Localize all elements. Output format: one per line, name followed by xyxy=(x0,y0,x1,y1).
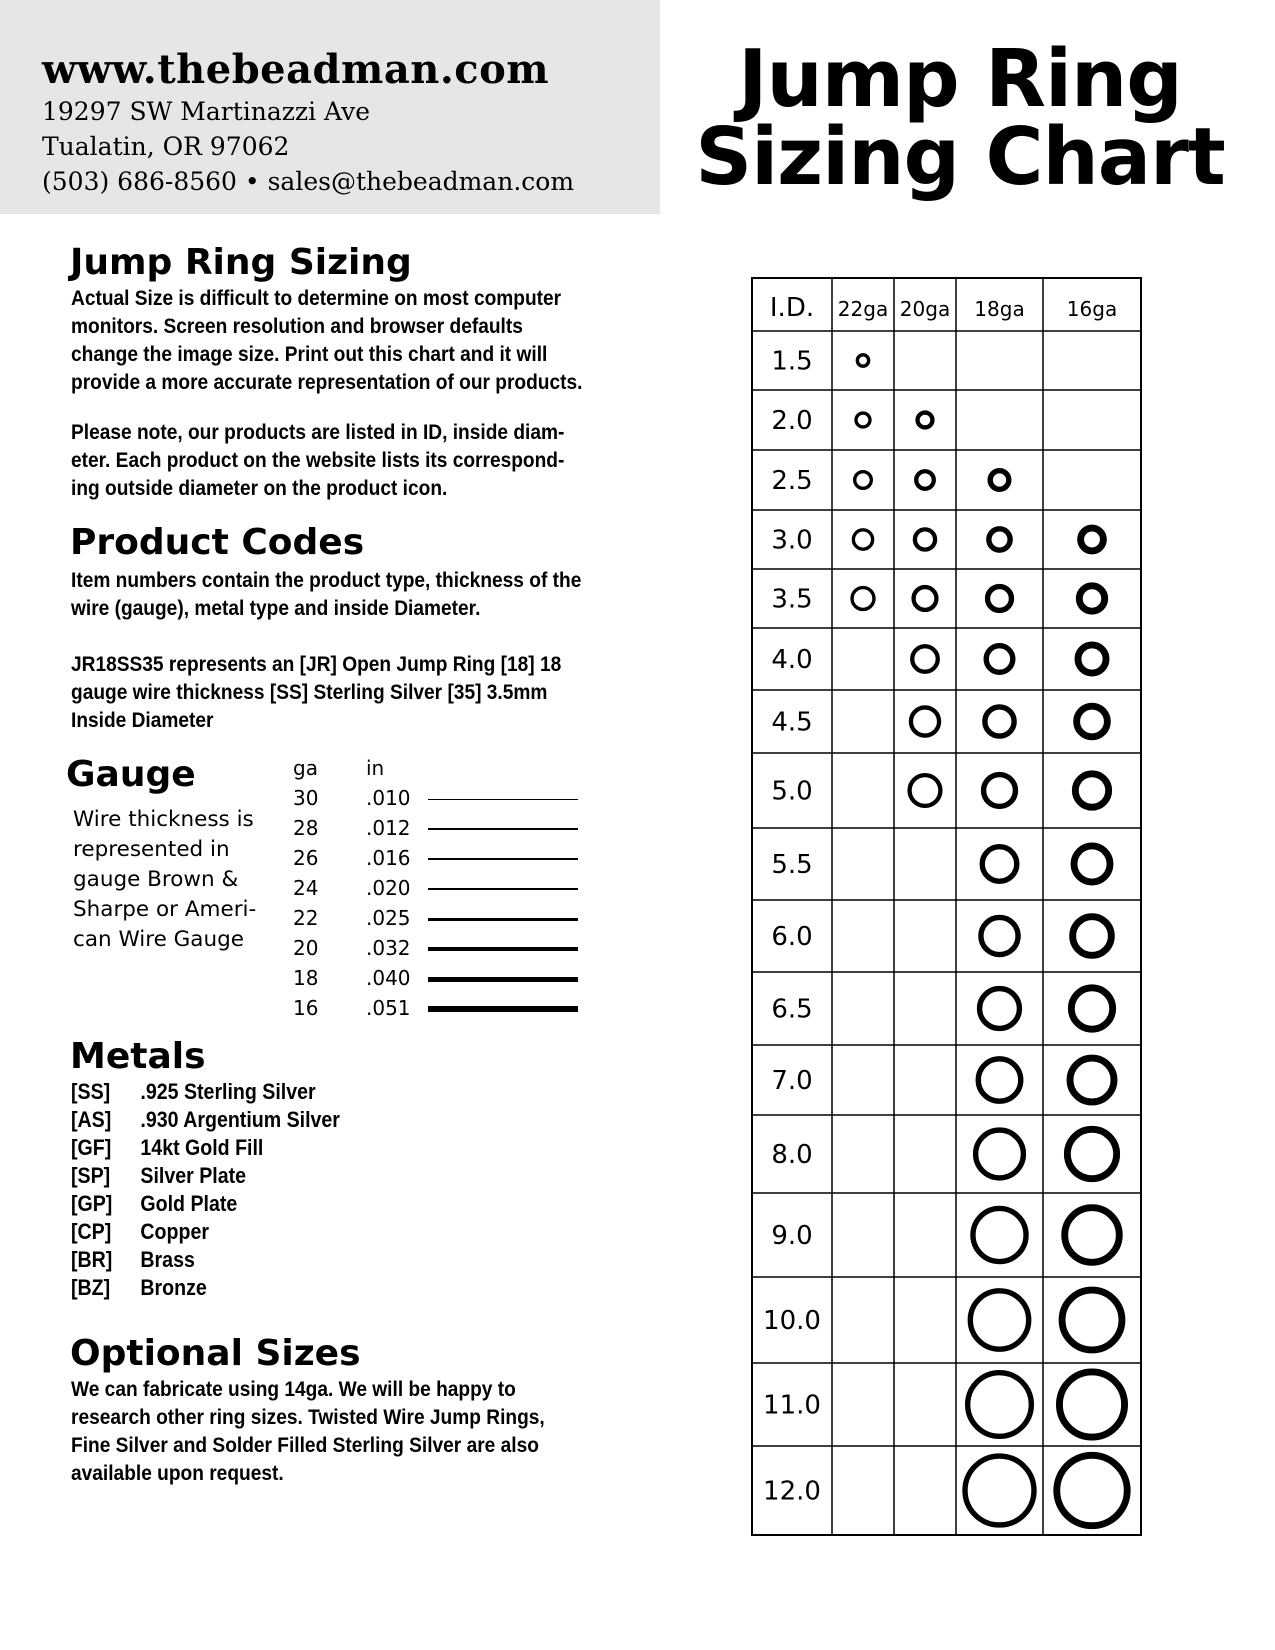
metal-name: .930 Argentium Silver xyxy=(140,1107,340,1132)
chart-header-22ga: 22ga xyxy=(837,297,889,321)
chart-id-label: 7.0 xyxy=(771,1066,813,1096)
inch-value: .010 xyxy=(366,786,411,810)
contact-line: (503) 686-8560 • sales@thebeadman.com xyxy=(42,167,575,196)
jump-ring-18ga xyxy=(978,1059,1020,1101)
jump-ring-20ga xyxy=(912,646,938,672)
jump-ring-18ga xyxy=(985,707,1014,736)
gauge-value: 30 xyxy=(293,786,319,810)
text-line: provide a more accurate representation of our products. xyxy=(71,370,583,394)
text-line: Please note, our products are listed in ID, inside diam- xyxy=(71,420,565,444)
jump-ring-22ga xyxy=(856,413,870,427)
gauge-col-ga-header: ga xyxy=(293,756,318,780)
metal-name: Bronze xyxy=(140,1275,207,1300)
text-line: research other ring sizes. Twisted Wire Jump Rings, xyxy=(71,1405,545,1429)
chart-id-label: 3.0 xyxy=(771,525,813,556)
metal-code: [CP] xyxy=(71,1219,112,1244)
metal-code: [GP] xyxy=(71,1191,113,1216)
jump-ring-18ga xyxy=(973,1208,1026,1261)
gauge-value: 16 xyxy=(293,996,319,1020)
text-line: gauge wire thickness [SS] Sterling Silver [35] 3.5mm xyxy=(71,680,548,704)
text-line: can Wire Gauge xyxy=(73,927,244,952)
website-link[interactable]: www.thebeadman.com xyxy=(42,46,550,93)
address-line-1: 19297 SW Martinazzi Ave xyxy=(42,97,370,126)
jump-ring-16ga xyxy=(1077,706,1108,737)
text-line: gauge Brown & xyxy=(73,867,239,892)
jump-ring-16ga xyxy=(1078,645,1106,673)
text-line: Actual Size is difficult to determine on most computer xyxy=(71,286,562,310)
jump-ring-16ga xyxy=(1062,1290,1122,1350)
chart-id-label: 1.5 xyxy=(771,346,813,377)
jump-ring-18ga xyxy=(970,1291,1028,1349)
gauge-value: 24 xyxy=(293,876,319,900)
metal-code: [SP] xyxy=(71,1163,111,1188)
text-line: ing outside diameter on the product icon. xyxy=(71,476,448,500)
jump-ring-18ga xyxy=(990,471,1009,490)
chart-id-label: 3.5 xyxy=(771,584,813,615)
jump-ring-16ga xyxy=(1079,586,1104,611)
chart-header-20ga: 20ga xyxy=(899,297,951,321)
chart-id-label: 5.0 xyxy=(771,776,813,807)
sizing-heading: Jump Ring Sizing xyxy=(70,242,412,283)
jump-ring-22ga xyxy=(857,355,868,366)
jump-ring-16ga xyxy=(1071,988,1112,1029)
jump-ring-16ga xyxy=(1065,1208,1120,1263)
jump-ring-20ga xyxy=(914,587,937,610)
address-line-2: Tualatin, OR 97062 xyxy=(42,132,290,161)
text-line: JR18SS35 represents an [JR] Open Jump Ring [18] 18 xyxy=(71,652,562,676)
text-line: change the image size. Print out this chart and it will xyxy=(71,342,548,366)
gauge-value: 20 xyxy=(293,936,319,960)
chart-id-label: 2.0 xyxy=(771,406,813,436)
jump-ring-18ga xyxy=(989,529,1010,550)
optional-sizes-heading: Optional Sizes xyxy=(70,1333,361,1374)
jump-ring-16ga xyxy=(1074,846,1110,882)
jump-ring-18ga xyxy=(980,989,1020,1029)
jump-ring-20ga xyxy=(918,413,933,428)
chart-id-label: 6.5 xyxy=(771,994,813,1025)
jump-ring-20ga xyxy=(915,529,935,549)
chart-id-label: 4.0 xyxy=(771,645,813,675)
jump-ring-18ga xyxy=(976,1130,1024,1178)
metal-name: Gold Plate xyxy=(140,1191,238,1216)
chart-header-16ga: 16ga xyxy=(1066,297,1118,321)
text-line: represented in xyxy=(73,837,230,862)
text-line: Item numbers contain the product type, thickness of the xyxy=(71,568,582,592)
chart-id-label: 9.0 xyxy=(771,1221,813,1251)
jump-ring-16ga xyxy=(1073,917,1112,956)
page-title-line-1: Jump Ring xyxy=(738,33,1182,125)
metals-heading: Metals xyxy=(70,1036,206,1077)
text-line: wire (gauge), metal type and inside Diameter. xyxy=(71,596,481,620)
chart-id-label: 6.0 xyxy=(771,922,813,952)
metal-code: [GF] xyxy=(71,1135,112,1160)
jump-ring-16ga xyxy=(1057,1455,1127,1525)
chart-id-label: 4.5 xyxy=(771,707,813,738)
jump-ring-22ga xyxy=(852,588,874,610)
jump-ring-20ga xyxy=(911,707,939,735)
metal-code: [BR] xyxy=(71,1247,113,1272)
text-line: We can fabricate using 14ga. We will be happy to xyxy=(71,1377,516,1401)
jump-ring-18ga xyxy=(988,587,1012,611)
metal-name: Copper xyxy=(140,1219,209,1244)
gauge-value: 18 xyxy=(293,966,319,990)
jump-ring-22ga xyxy=(853,530,872,549)
jump-ring-20ga xyxy=(916,471,934,489)
chart-header-id: I.D. xyxy=(769,293,815,323)
metal-name: Brass xyxy=(140,1247,195,1272)
chart-id-label: 10.0 xyxy=(763,1306,821,1336)
jump-ring-18ga xyxy=(982,847,1017,882)
metal-code: [SS] xyxy=(71,1079,111,1104)
jump-ring-16ga xyxy=(1075,774,1108,807)
gauge-value: 26 xyxy=(293,846,319,870)
product-codes-heading: Product Codes xyxy=(70,522,365,563)
metal-code: [AS] xyxy=(71,1107,112,1132)
jump-ring-18ga xyxy=(965,1456,1034,1525)
text-line: available upon request. xyxy=(71,1461,284,1485)
jump-ring-16ga xyxy=(1081,528,1104,551)
jump-ring-20ga xyxy=(910,775,941,806)
inch-value: .020 xyxy=(366,876,411,900)
metal-code: [BZ] xyxy=(71,1275,111,1300)
metal-name: .925 Sterling Silver xyxy=(140,1079,316,1104)
gauge-col-in-header: in xyxy=(366,756,385,780)
text-line: eter. Each product on the website lists its correspond- xyxy=(71,448,565,472)
jump-ring-16ga xyxy=(1070,1058,1114,1102)
text-line: Fine Silver and Solder Filled Sterling Silver are also xyxy=(71,1433,539,1457)
chart-id-label: 5.5 xyxy=(771,850,813,880)
jump-ring-18ga xyxy=(984,775,1016,807)
chart-id-label: 12.0 xyxy=(763,1476,821,1507)
jump-ring-18ga xyxy=(986,646,1013,673)
text-line: Inside Diameter xyxy=(71,708,214,732)
jump-ring-16ga xyxy=(1067,1129,1116,1178)
metal-name: Silver Plate xyxy=(140,1163,247,1188)
inch-value: .012 xyxy=(366,816,411,840)
page-title-line-2: Sizing Chart xyxy=(695,111,1225,203)
gauge-heading: Gauge xyxy=(66,754,196,795)
jump-ring-16ga xyxy=(1059,1372,1124,1437)
jump-ring-18ga xyxy=(981,917,1018,954)
chart-header-18ga: 18ga xyxy=(974,297,1025,321)
gauge-value: 22 xyxy=(293,906,319,930)
jump-ring-18ga xyxy=(968,1373,1032,1437)
gauge-value: 28 xyxy=(293,816,319,840)
jump-ring-22ga xyxy=(855,472,872,489)
chart-id-label: 8.0 xyxy=(771,1140,813,1170)
text-line: monitors. Screen resolution and browser defaults xyxy=(71,314,523,338)
inch-value: .051 xyxy=(366,996,411,1020)
text-line: Sharpe or Ameri- xyxy=(73,897,257,922)
metal-name: 14kt Gold Fill xyxy=(140,1135,264,1160)
text-line: Wire thickness is xyxy=(73,807,254,832)
chart-id-label: 11.0 xyxy=(763,1390,821,1421)
chart-id-label: 2.5 xyxy=(771,466,813,496)
inch-value: .016 xyxy=(366,846,411,870)
inch-value: .040 xyxy=(366,966,411,990)
inch-value: .032 xyxy=(366,936,411,960)
inch-value: .025 xyxy=(366,906,411,930)
